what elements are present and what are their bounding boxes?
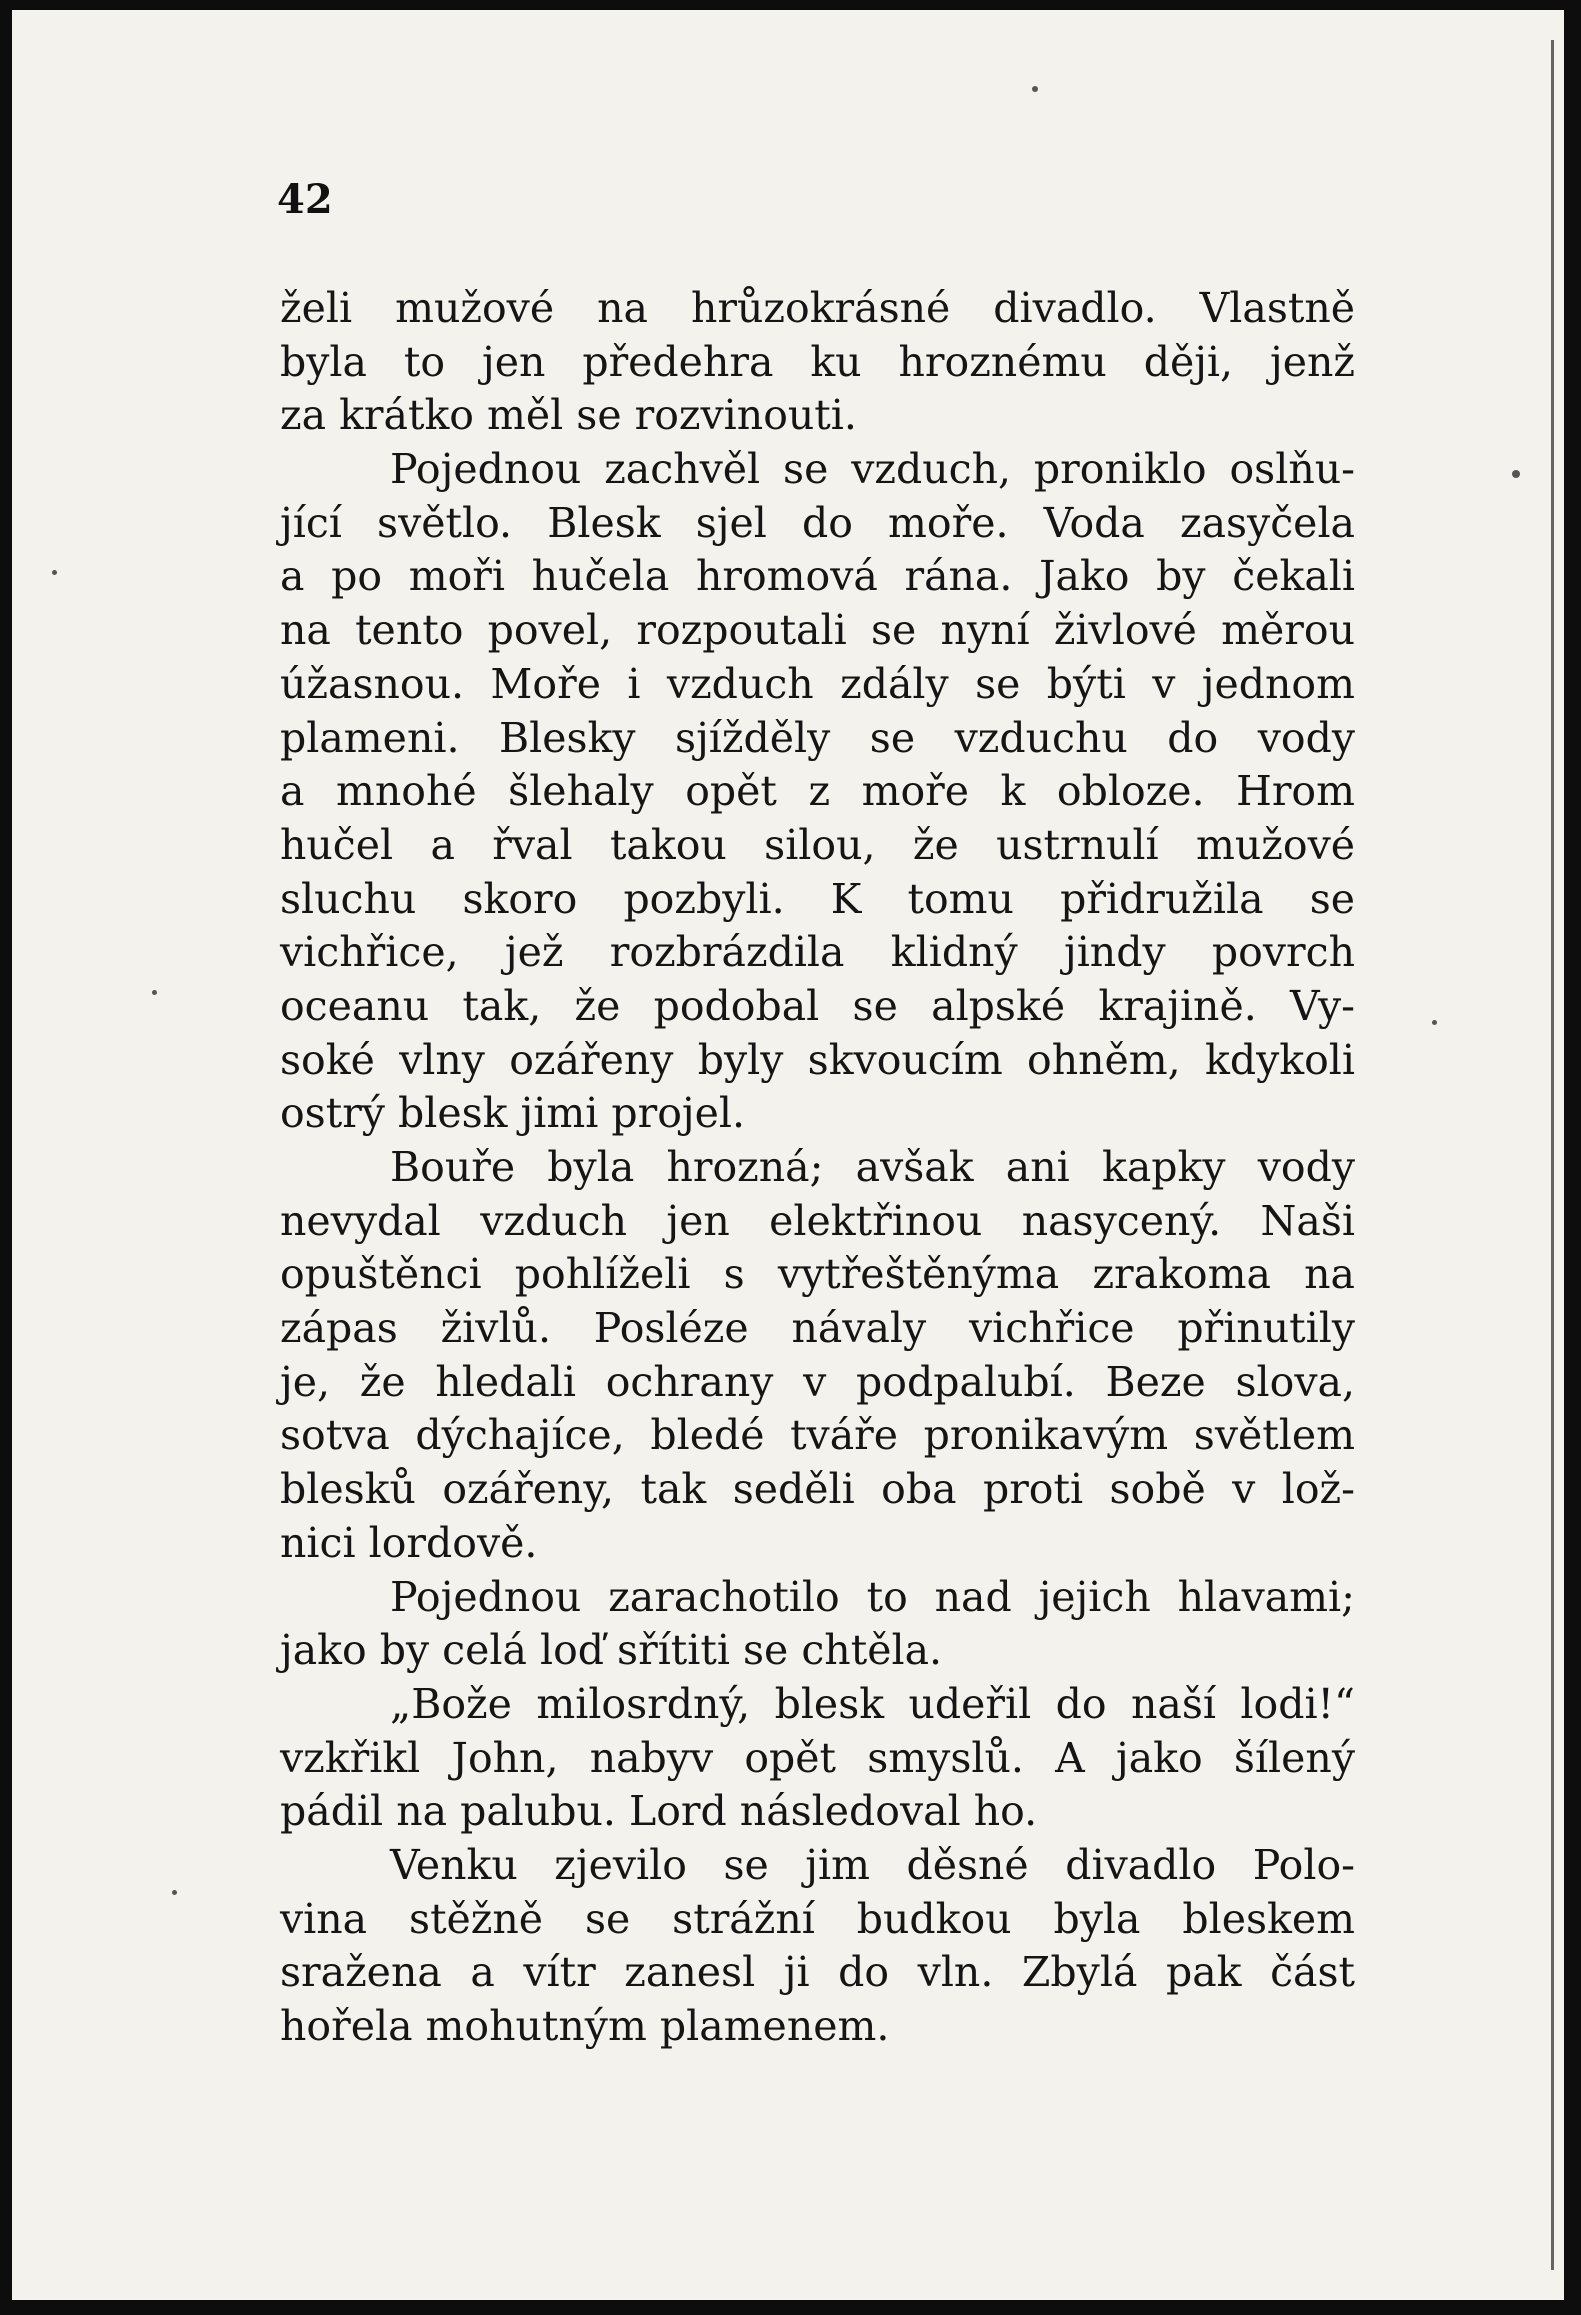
text-line: „Bože milosrdný, blesk udeřil do naší lodi!“ xyxy=(390,1679,1355,1728)
text-line: nevydal vzduch jen elektřinou nasycený. Naši xyxy=(280,1196,1355,1245)
text-line: pádil na palubu. Lord následoval ho. xyxy=(280,1787,1038,1836)
text-line: Bouře byla hrozná; avšak ani kapky vody xyxy=(390,1143,1355,1191)
text-line: a po moři hučela hromová rána. Jako by čekali xyxy=(280,552,1355,601)
paper-speck xyxy=(172,1890,177,1895)
paper-speck xyxy=(1512,470,1520,478)
text-line: je, že hledali ochrany v podpalubí. Beze slova, xyxy=(280,1357,1355,1406)
text-line: ostrý blesk jimi projel. xyxy=(280,1089,746,1138)
text-line: úžasnou. Moře i vzduch zdály se býti v jednom xyxy=(280,659,1355,708)
text-line: želi mužové na hrůzokrásné divadlo. Vlastně xyxy=(280,284,1355,332)
paper-speck xyxy=(1032,86,1038,92)
text-line: Pojednou zarachotilo to nad jejich hlavami; xyxy=(390,1572,1355,1621)
paper-speck xyxy=(152,990,157,995)
text-line: na tento povel, rozpoutali se nyní živlové měrou xyxy=(280,606,1355,655)
page-edge-line xyxy=(1551,40,1554,2270)
text-line: blesků ozářeny, tak seděli oba proti sobě v lož- xyxy=(280,1465,1355,1514)
text-line: a mnohé šlehaly opět z moře k obloze. Hrom xyxy=(280,767,1355,816)
text-line: vzkřikl John, nabyv opět smyslů. A jako šílený xyxy=(280,1733,1355,1782)
text-line: vichřice, jež rozbrázdila klidný jindy povrch xyxy=(280,928,1355,977)
text-line: plameni. Blesky sjížděly se vzduchu do vody xyxy=(280,713,1355,762)
text-line: soké vlny ozářeny byly skvoucím ohněm, kdykoli xyxy=(280,1035,1355,1084)
text-line: zápas živlů. Posléze návaly vichřice přinutily xyxy=(280,1304,1355,1353)
text-line: hořela mohutným plamenem. xyxy=(280,2002,890,2050)
text-line: hučel a řval takou silou, že ustrnulí mužové xyxy=(280,820,1355,869)
paper-speck xyxy=(52,570,57,575)
paper-speck xyxy=(1432,1020,1437,1025)
text-line: opuštěnci pohlíželi s vytřeštěnýma zrakoma na xyxy=(280,1250,1355,1299)
book-page xyxy=(12,10,1564,2300)
text-line: za krátko měl se rozvinouti. xyxy=(280,391,857,440)
text-line: Pojednou zachvěl se vzduch, proniklo oslňu- xyxy=(390,445,1355,494)
body-text xyxy=(280,282,1355,2054)
page-number: 42 xyxy=(277,176,333,223)
text-line: byla to jen předehra ku hroznému ději, jenž xyxy=(280,337,1355,386)
text-line: vina stěžně se strážní budkou byla bleskem xyxy=(280,1894,1355,1943)
text-line: nici lordově. xyxy=(280,1518,538,1567)
text-line: sluchu skoro pozbyli. K tomu přidružila se xyxy=(280,874,1355,923)
text-line: Venku zjevilo se jim děsné divadlo Polo- xyxy=(390,1840,1355,1889)
text-line: oceanu tak, že podobal se alpské krajině. Vy- xyxy=(280,981,1355,1030)
text-line: sotva dýchajíce, bledé tváře pronikavým světlem xyxy=(280,1411,1355,1460)
text-line: jící světlo. Blesk sjel do moře. Voda zasyčela xyxy=(280,498,1355,547)
text-line: sražena a vítr zanesl ji do vln. Zbylá pak část xyxy=(280,1948,1355,1997)
text-line: jako by celá loď sřítiti se chtěla. xyxy=(280,1626,943,1675)
